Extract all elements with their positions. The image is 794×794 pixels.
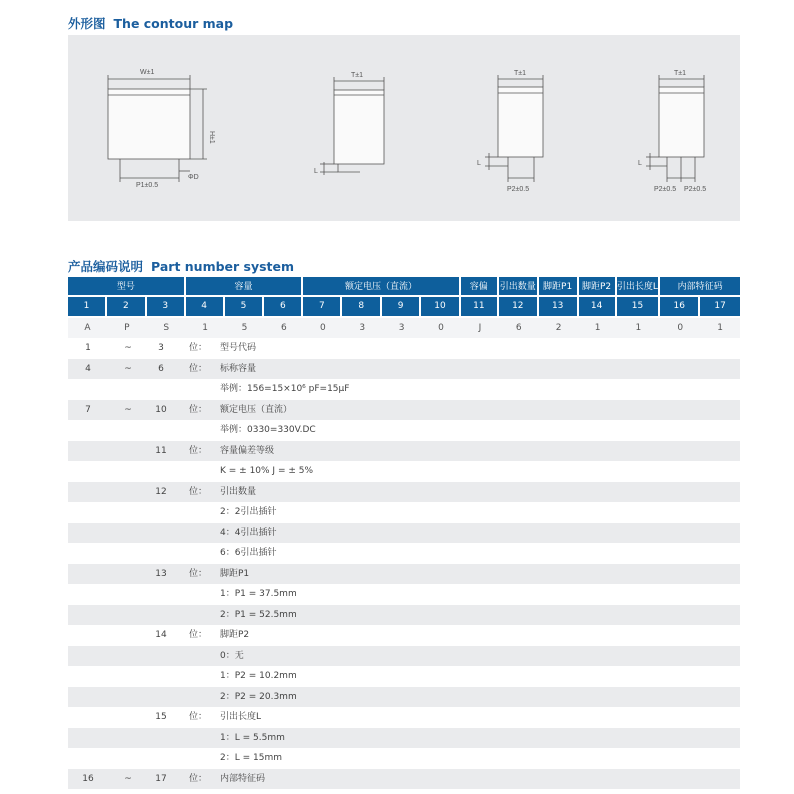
- row-position-word: 位：: [189, 445, 208, 456]
- example-code-cell: 0: [319, 323, 326, 333]
- row-description: 2：P1 = 52.5mm: [220, 609, 297, 620]
- row-description: 引出长度L: [220, 712, 262, 722]
- phid-label: ΦD: [188, 174, 199, 181]
- decode-row: [68, 584, 740, 605]
- row-description: 1：L = 5.5mm: [220, 732, 285, 743]
- part-number-header: [68, 277, 740, 316]
- p2a-label: P2±0.5: [507, 186, 530, 193]
- contour-section-title: [68, 14, 233, 32]
- decode-row: [68, 646, 740, 667]
- front-view-body: [108, 89, 190, 159]
- row-description: 2：2引出插针: [220, 507, 277, 517]
- pn-title-en: Part number system: [151, 259, 295, 274]
- decode-row: [68, 707, 740, 728]
- row-end-position: 15: [155, 712, 167, 722]
- decode-row: [68, 748, 740, 769]
- row-end-position: 13: [155, 568, 167, 579]
- row-description: 额定电压（直流）: [220, 404, 293, 415]
- row-range-tilde: ~: [124, 773, 132, 784]
- header-group-cell: 脚距P2: [579, 277, 617, 297]
- l3-label: L: [638, 160, 642, 167]
- example-code-cell: P: [124, 323, 130, 333]
- decode-row: [68, 687, 740, 708]
- header-position-row: [68, 297, 740, 316]
- row-end-position: 14: [155, 630, 167, 640]
- row-description: 6：6引出插针: [220, 548, 277, 558]
- row-start-position: 7: [85, 404, 91, 415]
- decode-row: [68, 523, 740, 544]
- pn-title-cn: 产品编码说明: [68, 259, 144, 274]
- row-position-word: 位：: [189, 363, 208, 374]
- row-position-word: 位：: [189, 404, 208, 415]
- row-range-tilde: ~: [124, 404, 132, 415]
- row-description: 4：4引出插针: [220, 527, 277, 538]
- decode-row: [68, 564, 740, 585]
- row-start-position: 4: [85, 363, 91, 374]
- row-position-word: 位：: [189, 568, 208, 579]
- header-position-cell: 7: [303, 297, 342, 316]
- header-position-cell: 5: [225, 297, 265, 316]
- contour-map-panel: [68, 35, 740, 221]
- row-end-position: 6: [158, 363, 164, 374]
- example-code-cell: 3: [398, 323, 405, 333]
- row-description: 引出数量: [220, 486, 257, 497]
- row-description: 举例：0330=330V.DC: [220, 425, 316, 435]
- header-position-cell: 6: [264, 297, 303, 316]
- p2c-label: P2±0.5: [684, 186, 707, 193]
- row-end-position: 12: [155, 486, 167, 497]
- example-code-cell: 6: [515, 323, 522, 333]
- header-position-cell: 17: [700, 297, 740, 316]
- decode-row: [68, 461, 740, 482]
- row-description: 容量偏差等级: [220, 445, 275, 456]
- side-view-3-body: [659, 87, 704, 157]
- decode-row: [68, 400, 740, 421]
- row-range-tilde: ~: [124, 363, 132, 374]
- t2-label: T±1: [514, 70, 527, 77]
- header-position-cell: 3: [147, 297, 186, 316]
- header-group-cell: 脚距P1: [539, 277, 579, 297]
- row-position-word: 位：: [189, 486, 208, 497]
- row-description: 0：无: [220, 650, 244, 661]
- side-view-2-body: [498, 87, 543, 157]
- header-position-cell: 16: [660, 297, 700, 316]
- side-1-pin: [338, 164, 360, 172]
- decode-row: [68, 441, 740, 462]
- example-code-cell: S: [163, 323, 170, 333]
- row-end-position: 10: [155, 404, 167, 415]
- example-code-row: [68, 318, 740, 338]
- row-end-position: 17: [155, 773, 167, 784]
- row-description: 1：P1 = 37.5mm: [220, 589, 297, 599]
- decode-table: [68, 338, 740, 789]
- l1-label: L: [314, 168, 318, 175]
- contour-drawing: [68, 35, 740, 221]
- header-position-cell: 12: [499, 297, 539, 316]
- header-position-cell: 9: [382, 297, 421, 316]
- header-position-cell: 4: [186, 297, 225, 316]
- header-group-cell: 引出数量: [499, 277, 539, 297]
- header-group-cell: 容量: [186, 277, 304, 297]
- t3-label: T±1: [674, 70, 687, 77]
- header-position-cell: 11: [461, 297, 499, 316]
- example-code-cell: 0: [438, 323, 444, 333]
- header-group-cell: 引出长度L: [617, 277, 661, 297]
- example-code-cell: J: [478, 323, 482, 333]
- pn-section-title: [68, 257, 294, 275]
- row-position-word: 位：: [189, 773, 208, 784]
- row-position-word: 位：: [189, 343, 208, 353]
- decode-row: [68, 728, 740, 749]
- row-end-position: 3: [158, 343, 164, 353]
- decode-row: [68, 502, 740, 523]
- example-code-cell: 1: [635, 323, 642, 333]
- header-position-cell: 14: [579, 297, 617, 316]
- row-description: K = ± 10% J = ± 5%: [220, 466, 314, 476]
- row-description: 2：L = 15mm: [220, 753, 282, 763]
- row-description: 脚距P1: [220, 568, 250, 579]
- side-view-1-body: [334, 90, 384, 164]
- example-code-cell: 6: [281, 323, 287, 333]
- example-code-cell: 1: [202, 323, 208, 333]
- row-description: 型号代码: [220, 343, 257, 353]
- h-label: H±1: [208, 131, 215, 144]
- decode-row: [68, 420, 740, 441]
- contour-title-cn: 外形图: [68, 16, 106, 31]
- row-start-position: 1: [85, 343, 91, 353]
- decode-row: [68, 666, 740, 687]
- row-description: 2：P2 = 20.3mm: [220, 691, 297, 702]
- row-description: 标称容量: [220, 363, 257, 374]
- row-start-position: 16: [82, 773, 94, 784]
- header-position-cell: 1: [68, 297, 107, 316]
- decode-row: [68, 482, 740, 503]
- header-group-cell: 型号: [68, 277, 186, 297]
- row-description: 内部特征码: [220, 773, 266, 784]
- row-position-word: 位：: [189, 712, 208, 722]
- header-group-cell: 容偏: [461, 277, 499, 297]
- row-description: 脚距P2: [220, 630, 250, 640]
- p1-label: P1±0.5: [136, 182, 159, 189]
- decode-row: [68, 769, 740, 790]
- header-group-row: [68, 277, 740, 297]
- t1-label: T±1: [351, 72, 364, 79]
- example-code-cell: A: [84, 323, 91, 333]
- row-description: 1：P2 = 10.2mm: [220, 671, 297, 681]
- row-range-tilde: ~: [124, 343, 132, 353]
- p2b-label: P2±0.5: [654, 186, 677, 193]
- example-code-cell: 0: [677, 323, 684, 333]
- example-code-cell: 5: [241, 323, 248, 333]
- decode-row: [68, 605, 740, 626]
- decode-row: [68, 359, 740, 380]
- row-end-position: 11: [155, 445, 167, 456]
- decode-row: [68, 379, 740, 400]
- header-position-cell: 13: [539, 297, 579, 316]
- header-position-cell: 10: [421, 297, 461, 316]
- l2-label: L: [477, 160, 481, 167]
- header-group-cell: 额定电压（直流）: [303, 277, 461, 297]
- example-code-cell: 2: [555, 323, 562, 333]
- w-label: W±1: [140, 69, 155, 76]
- decode-row: [68, 543, 740, 564]
- header-group-cell: 内部特征码: [660, 277, 740, 297]
- header-position-cell: 8: [342, 297, 382, 316]
- decode-row: [68, 625, 740, 646]
- row-description: 举例：156=15×10⁶ pF=15μF: [220, 384, 350, 394]
- header-position-cell: 15: [617, 297, 661, 316]
- row-position-word: 位：: [189, 630, 208, 640]
- decode-row: [68, 338, 740, 359]
- header-position-cell: 2: [107, 297, 147, 316]
- example-code-cell: 3: [359, 323, 366, 333]
- example-code-cell: 1: [594, 323, 601, 333]
- example-code-cell: 1: [717, 323, 723, 333]
- contour-title-en: The contour map: [113, 16, 234, 31]
